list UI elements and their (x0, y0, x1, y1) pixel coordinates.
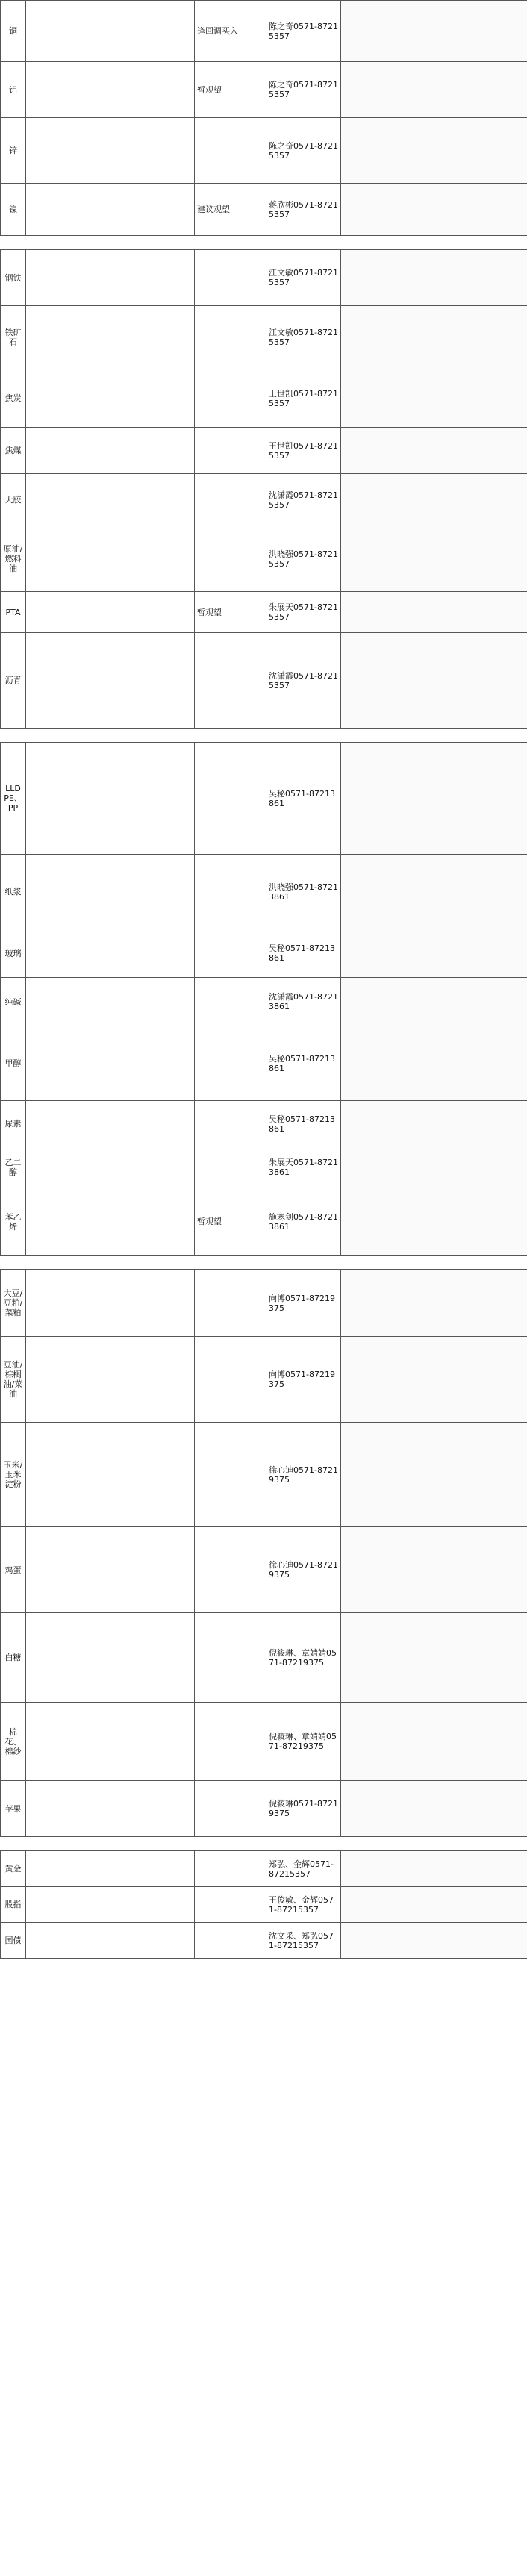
view-cell (195, 855, 266, 929)
chart-area (341, 633, 527, 729)
table-row (1, 1613, 527, 1703)
analyst-cell: 吴秘0571-87213861 (266, 1026, 341, 1101)
table-row (1, 633, 527, 729)
table-row (1, 474, 527, 526)
chart-area (341, 474, 527, 526)
view-cell (195, 1781, 266, 1837)
product-cell: 乙二醇 (1, 1147, 26, 1188)
view-cell (195, 526, 266, 592)
view-cell (195, 474, 266, 526)
analysis-cell (26, 978, 195, 1026)
table-row (1, 250, 527, 306)
analysis-cell (26, 1147, 195, 1188)
analysis-cell (26, 474, 195, 526)
table-row (1, 592, 527, 633)
table-row (1, 1423, 527, 1527)
chart-area (341, 184, 527, 236)
analyst-cell: 朱展天0571-87213861 (266, 1147, 341, 1188)
view-cell (195, 1923, 266, 1959)
analyst-cell: 陈之奇0571-87215357 (266, 118, 341, 184)
table-row (1, 1270, 527, 1337)
analysis-cell (26, 184, 195, 236)
analyst-cell: 王世凯0571-87215357 (266, 369, 341, 428)
chart-area (341, 1101, 527, 1147)
view-cell: 暂观望 (195, 592, 266, 633)
chart-area (341, 1613, 527, 1703)
chart-area (341, 62, 527, 118)
chart-area (341, 1527, 527, 1613)
product-cell: 大豆/豆粕/菜粕 (1, 1270, 26, 1337)
analysis-cell (26, 250, 195, 306)
table-row (1, 1188, 527, 1256)
product-cell: 纯碱 (1, 978, 26, 1026)
chart-area (341, 1337, 527, 1423)
chart-area (341, 855, 527, 929)
analysis-cell (26, 633, 195, 729)
view-cell (195, 306, 266, 369)
product-cell: 白糖 (1, 1613, 26, 1703)
chart-area (341, 1703, 527, 1781)
product-cell: 玻璃 (1, 929, 26, 978)
analysis-cell (26, 1337, 195, 1423)
table-row (1, 855, 527, 929)
analyst-cell: 郑弘、金辉0571-87215357 (266, 1851, 341, 1887)
table-row (1, 369, 527, 428)
product-cell: 钢铁 (1, 250, 26, 306)
view-cell (195, 1887, 266, 1923)
analyst-cell: 王俊敏、金辉0571-87215357 (266, 1887, 341, 1923)
analysis-cell (26, 1923, 195, 1959)
analyst-cell: 施寒剑0571-87213861 (266, 1188, 341, 1256)
table-row (1, 1, 527, 62)
chart-area (341, 1147, 527, 1188)
chart-area (341, 1026, 527, 1101)
chart-area (341, 118, 527, 184)
product-cell: 纸浆 (1, 855, 26, 929)
analysis-cell (26, 428, 195, 474)
product-cell: 铜 (1, 1, 26, 62)
table-row (1, 526, 527, 592)
chart-area (341, 250, 527, 306)
view-cell (195, 1703, 266, 1781)
view-cell (195, 1147, 266, 1188)
table-row (1, 1887, 527, 1923)
analyst-cell: 徐心迪0571-87219375 (266, 1423, 341, 1527)
table-row (1, 1337, 527, 1423)
table-row (1, 184, 527, 236)
analysis-cell (26, 743, 195, 855)
analyst-cell: 蒋欣彬0571-87215357 (266, 184, 341, 236)
product-cell: 国债 (1, 1923, 26, 1959)
analyst-cell: 徐心迪0571-87219375 (266, 1527, 341, 1613)
product-cell: 玉米/玉米淀粉 (1, 1423, 26, 1527)
product-cell: 沥青 (1, 633, 26, 729)
analyst-cell: 洪晓强0571-87215357 (266, 526, 341, 592)
analyst-cell: 向博0571-87219375 (266, 1337, 341, 1423)
analyst-cell: 吴秘0571-87213861 (266, 929, 341, 978)
analysis-cell (26, 1851, 195, 1887)
analyst-cell: 陈之奇0571-87215357 (266, 62, 341, 118)
analyst-cell: 吴秘0571-87213861 (266, 1101, 341, 1147)
spacer (1, 236, 527, 250)
table-row (1, 743, 527, 855)
view-cell (195, 1337, 266, 1423)
product-cell: 苹果 (1, 1781, 26, 1837)
product-cell: 锌 (1, 118, 26, 184)
view-cell (195, 1026, 266, 1101)
table-row (1, 1703, 527, 1781)
view-cell (195, 428, 266, 474)
analysis-cell (26, 1026, 195, 1101)
product-cell: 棉花、棉纱 (1, 1703, 26, 1781)
chart-area (341, 743, 527, 855)
product-cell: 铁矿石 (1, 306, 26, 369)
analyst-cell: 洪晓强0571-87213861 (266, 855, 341, 929)
table-row (1, 62, 527, 118)
view-cell (195, 1270, 266, 1337)
table-row (1, 1147, 527, 1188)
product-cell: 豆油/棕榈油/菜油 (1, 1337, 26, 1423)
table-row (1, 1851, 527, 1887)
table-row (1, 1781, 527, 1837)
table-row (1, 978, 527, 1026)
analysis-cell (26, 855, 195, 929)
table-row (1, 306, 527, 369)
analysis-cell (26, 306, 195, 369)
product-cell: 天胶 (1, 474, 26, 526)
product-cell: 铝 (1, 62, 26, 118)
chart-area (341, 929, 527, 978)
analysis-cell (26, 1887, 195, 1923)
table-row (1, 118, 527, 184)
analyst-cell: 江文敏0571-87215357 (266, 250, 341, 306)
product-cell: 原油/燃料油 (1, 526, 26, 592)
view-cell (195, 1423, 266, 1527)
chart-area (341, 1923, 527, 1959)
product-cell: 尿素 (1, 1101, 26, 1147)
view-cell (195, 1851, 266, 1887)
analyst-cell: 陈之奇0571-87215357 (266, 1, 341, 62)
spacer (1, 1256, 527, 1270)
analysis-cell (26, 1423, 195, 1527)
product-cell: 鸡蛋 (1, 1527, 26, 1613)
product-cell: LLDPE、PP (1, 743, 26, 855)
analysis-cell (26, 1703, 195, 1781)
table-row (1, 1101, 527, 1147)
view-cell: 逢回调买入 (195, 1, 266, 62)
product-cell: PTA (1, 592, 26, 633)
analysis-cell (26, 929, 195, 978)
table-row (1, 428, 527, 474)
spacer (1, 1837, 527, 1851)
view-cell (195, 1527, 266, 1613)
analysis-cell (26, 1188, 195, 1256)
product-cell: 股指 (1, 1887, 26, 1923)
view-cell: 建议观望 (195, 184, 266, 236)
chart-area (341, 978, 527, 1026)
analyst-cell: 吴秘0571-87213861 (266, 743, 341, 855)
analyst-cell: 沈文采、郑弘0571-87215357 (266, 1923, 341, 1959)
analyst-cell: 沈潇霞0571-87215357 (266, 633, 341, 729)
view-cell (195, 743, 266, 855)
analysis-cell (26, 592, 195, 633)
chart-area (341, 526, 527, 592)
chart-area (341, 1887, 527, 1923)
chart-area (341, 1270, 527, 1337)
table-row (1, 1923, 527, 1959)
analysis-cell (26, 62, 195, 118)
analysis-cell (26, 1781, 195, 1837)
view-cell (195, 118, 266, 184)
view-cell (195, 633, 266, 729)
analysis-cell (26, 118, 195, 184)
analyst-cell: 沈潇霞0571-87213861 (266, 978, 341, 1026)
analysis-cell (26, 1270, 195, 1337)
chart-area (341, 1781, 527, 1837)
product-cell: 苯乙烯 (1, 1188, 26, 1256)
chart-area (341, 1851, 527, 1887)
view-cell: 暂观望 (195, 62, 266, 118)
spacer (1, 729, 527, 743)
product-cell: 焦炭 (1, 369, 26, 428)
view-cell (195, 1613, 266, 1703)
view-cell (195, 978, 266, 1026)
analysis-cell (26, 1, 195, 62)
analysis-cell (26, 526, 195, 592)
analyst-cell: 朱展天0571-87215357 (266, 592, 341, 633)
analyst-cell: 倪筱琳、章婧婧0571-87219375 (266, 1703, 341, 1781)
analyst-cell: 向博0571-87219375 (266, 1270, 341, 1337)
chart-area (341, 1423, 527, 1527)
analyst-cell: 王世凯0571-87215357 (266, 428, 341, 474)
analysis-cell (26, 1527, 195, 1613)
view-cell (195, 1101, 266, 1147)
product-cell: 甲醇 (1, 1026, 26, 1101)
product-cell: 焦煤 (1, 428, 26, 474)
analysis-cell (26, 1613, 195, 1703)
analysis-cell (26, 1101, 195, 1147)
chart-area (341, 1188, 527, 1256)
table-row (1, 1026, 527, 1101)
view-cell: 暂观望 (195, 1188, 266, 1256)
product-cell: 黄金 (1, 1851, 26, 1887)
table-row (1, 929, 527, 978)
chart-area (341, 306, 527, 369)
product-cell: 镍 (1, 184, 26, 236)
analysis-cell (26, 369, 195, 428)
view-cell (195, 369, 266, 428)
table-row (1, 1527, 527, 1613)
view-cell (195, 250, 266, 306)
chart-area (341, 369, 527, 428)
analyst-cell: 倪筱琳、章婧婧0571-87219375 (266, 1613, 341, 1703)
chart-area (341, 1, 527, 62)
chart-area (341, 592, 527, 633)
chart-area (341, 428, 527, 474)
analyst-cell: 倪筱琳0571-87219375 (266, 1781, 341, 1837)
analyst-cell: 江文敏0571-87215357 (266, 306, 341, 369)
analyst-cell: 沈潇霞0571-87215357 (266, 474, 341, 526)
view-cell (195, 929, 266, 978)
